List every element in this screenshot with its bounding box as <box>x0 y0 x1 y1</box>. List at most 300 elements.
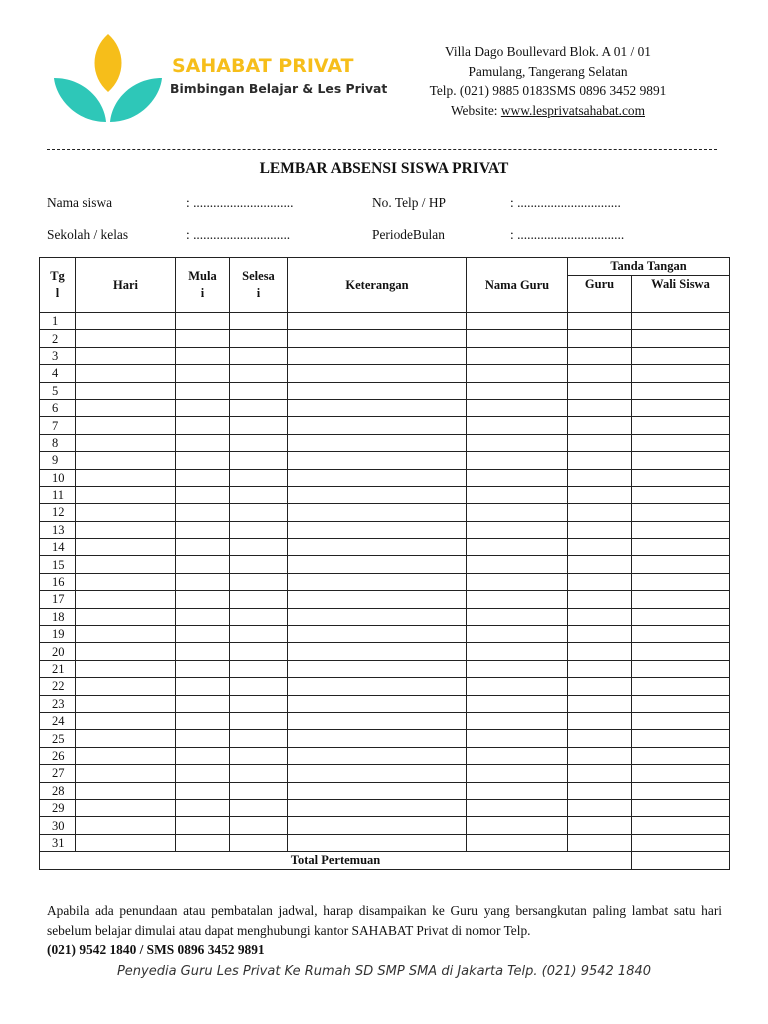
table-cell <box>467 452 568 469</box>
table-cell <box>76 747 176 764</box>
table-cell <box>568 452 632 469</box>
table-cell <box>76 556 176 573</box>
table-cell <box>176 313 230 330</box>
table-cell <box>288 469 467 486</box>
table-cell <box>76 452 176 469</box>
table-cell <box>288 556 467 573</box>
table-cell <box>288 399 467 416</box>
table-cell <box>176 382 230 399</box>
table-cell <box>76 469 176 486</box>
table-cell <box>467 382 568 399</box>
table-cell <box>176 712 230 729</box>
table-cell <box>632 399 730 416</box>
table-cell <box>176 730 230 747</box>
website-label: Website: <box>450 102 501 118</box>
table-row <box>40 817 730 834</box>
attendance-table <box>39 257 730 870</box>
sahabat-privat-logo <box>52 30 164 126</box>
table-cell <box>288 730 467 747</box>
table-cell <box>467 417 568 434</box>
table-row <box>40 486 730 503</box>
table-row <box>40 399 730 416</box>
table-cell <box>230 643 288 660</box>
table-cell <box>76 782 176 799</box>
table-cell <box>568 643 632 660</box>
logo-leaf-right <box>110 78 162 122</box>
table-cell <box>568 556 632 573</box>
table-cell <box>467 434 568 451</box>
table-cell <box>176 452 230 469</box>
table-cell <box>568 678 632 695</box>
office-address <box>400 42 696 120</box>
brand-tagline: Bimbingan Belajar & Les Privat <box>170 81 388 96</box>
table-cell <box>176 817 230 834</box>
table-cell <box>176 678 230 695</box>
table-cell <box>230 834 288 851</box>
row-number: 24 <box>40 712 76 729</box>
table-cell <box>467 782 568 799</box>
address-website <box>400 101 696 121</box>
note-contact: (021) 9542 1840 / SMS 0896 3452 9891 <box>47 942 265 957</box>
table-cell <box>176 591 230 608</box>
row-number: 3 <box>40 347 76 364</box>
table-cell <box>76 608 176 625</box>
table-cell <box>632 347 730 364</box>
table-cell <box>176 608 230 625</box>
sekolah-kelas-field: : ............................. <box>186 227 291 242</box>
table-cell <box>76 712 176 729</box>
table-cell <box>632 765 730 782</box>
table-cell <box>568 695 632 712</box>
table-row <box>40 434 730 451</box>
table-cell <box>632 573 730 590</box>
table-cell <box>568 608 632 625</box>
table-cell <box>230 782 288 799</box>
table-cell <box>568 573 632 590</box>
no-telp-field: : ............................... <box>510 195 621 210</box>
table-row <box>40 695 730 712</box>
row-number: 6 <box>40 399 76 416</box>
table-cell <box>568 591 632 608</box>
table-cell <box>632 591 730 608</box>
table-cell <box>467 573 568 590</box>
table-cell <box>467 504 568 521</box>
nama-siswa-field: : .............................. <box>186 195 294 210</box>
table-cell <box>288 678 467 695</box>
table-cell <box>632 799 730 816</box>
table-cell <box>288 608 467 625</box>
table-cell <box>176 626 230 643</box>
sekolah-kelas-label: Sekolah / kelas <box>47 227 129 242</box>
table-cell <box>632 626 730 643</box>
nama-siswa-label: Nama siswa <box>47 195 113 210</box>
table-cell <box>568 417 632 434</box>
table-cell <box>467 556 568 573</box>
table-cell <box>568 313 632 330</box>
table-cell <box>288 365 467 382</box>
table-cell <box>288 660 467 677</box>
table-cell <box>230 747 288 764</box>
row-number: 23 <box>40 695 76 712</box>
periode-bulan-label: PeriodeBulan <box>372 227 445 242</box>
table-cell <box>230 556 288 573</box>
header-hari: Hari <box>76 258 176 313</box>
table-cell <box>568 747 632 764</box>
table-cell <box>230 504 288 521</box>
table-cell <box>467 521 568 538</box>
table-cell <box>230 469 288 486</box>
table-cell <box>288 313 467 330</box>
table-cell <box>568 834 632 851</box>
table-row <box>40 469 730 486</box>
table-cell <box>288 521 467 538</box>
table-cell <box>288 712 467 729</box>
table-cell <box>288 539 467 556</box>
table-cell <box>76 330 176 347</box>
periode-bulan-field: : ................................ <box>510 227 625 242</box>
table-cell <box>76 539 176 556</box>
table-cell <box>230 660 288 677</box>
table-cell <box>632 730 730 747</box>
row-number: 21 <box>40 660 76 677</box>
table-cell <box>230 817 288 834</box>
table-cell <box>467 712 568 729</box>
brand-name: SAHABAT PRIVAT <box>172 55 354 77</box>
table-row <box>40 556 730 573</box>
row-number: 29 <box>40 799 76 816</box>
table-cell <box>288 486 467 503</box>
header-tgl: Tg l <box>40 258 76 313</box>
table-cell <box>288 643 467 660</box>
table-cell <box>467 626 568 643</box>
table-cell <box>176 504 230 521</box>
table-cell <box>632 521 730 538</box>
table-cell <box>632 434 730 451</box>
table-cell <box>230 608 288 625</box>
table-cell <box>288 695 467 712</box>
row-number: 19 <box>40 626 76 643</box>
table-row <box>40 313 730 330</box>
table-cell <box>176 399 230 416</box>
table-cell <box>568 626 632 643</box>
table-cell <box>230 382 288 399</box>
header-keterangan: Keterangan <box>288 258 467 313</box>
table-cell <box>568 660 632 677</box>
table-cell <box>76 313 176 330</box>
table-cell <box>288 799 467 816</box>
row-number: 22 <box>40 678 76 695</box>
table-cell <box>176 556 230 573</box>
row-number: 7 <box>40 417 76 434</box>
table-row <box>40 712 730 729</box>
table-cell <box>467 330 568 347</box>
table-cell <box>288 573 467 590</box>
row-number: 9 <box>40 452 76 469</box>
table-row <box>40 417 730 434</box>
table-cell <box>230 591 288 608</box>
table-cell <box>230 399 288 416</box>
table-cell <box>568 382 632 399</box>
table-cell <box>230 330 288 347</box>
total-pertemuan-cell <box>632 852 730 870</box>
table-cell <box>467 817 568 834</box>
table-cell <box>176 747 230 764</box>
table-cell <box>467 678 568 695</box>
table-cell <box>632 504 730 521</box>
table-cell <box>568 504 632 521</box>
table-cell <box>568 765 632 782</box>
table-cell <box>76 730 176 747</box>
footer-tagline: Penyedia Guru Les Privat Ke Rumah SD SMP SMA di Jakarta Telp. (021) 9542 1840 <box>116 964 652 979</box>
table-cell <box>76 365 176 382</box>
table-row <box>40 730 730 747</box>
table-cell <box>76 417 176 434</box>
row-number: 27 <box>40 765 76 782</box>
table-row <box>40 678 730 695</box>
table-cell <box>467 469 568 486</box>
table-row <box>40 799 730 816</box>
address-line-2: Pamulang, Tangerang Selatan <box>468 63 628 79</box>
row-number: 11 <box>40 486 76 503</box>
table-cell <box>76 643 176 660</box>
table-cell <box>288 434 467 451</box>
table-cell <box>76 834 176 851</box>
table-cell <box>632 643 730 660</box>
table-cell <box>288 591 467 608</box>
table-cell <box>176 660 230 677</box>
table-cell <box>632 486 730 503</box>
table-cell <box>632 556 730 573</box>
header-divider <box>47 149 717 150</box>
table-cell <box>230 678 288 695</box>
table-cell <box>176 834 230 851</box>
table-cell <box>288 626 467 643</box>
table-cell <box>467 747 568 764</box>
table-cell <box>632 817 730 834</box>
table-cell <box>176 469 230 486</box>
row-number: 18 <box>40 608 76 625</box>
row-number: 28 <box>40 782 76 799</box>
table-cell <box>632 539 730 556</box>
table-cell <box>632 747 730 764</box>
table-cell <box>230 712 288 729</box>
table-cell <box>230 313 288 330</box>
table-cell <box>230 434 288 451</box>
table-cell <box>288 765 467 782</box>
table-cell <box>230 573 288 590</box>
table-cell <box>176 799 230 816</box>
table-cell <box>76 486 176 503</box>
table-cell <box>568 330 632 347</box>
table-row <box>40 782 730 799</box>
table-cell <box>568 817 632 834</box>
table-cell <box>632 469 730 486</box>
table-row <box>40 539 730 556</box>
table-cell <box>288 817 467 834</box>
table-cell <box>288 417 467 434</box>
table-cell <box>76 434 176 451</box>
table-cell <box>230 521 288 538</box>
table-row <box>40 660 730 677</box>
table-cell <box>467 643 568 660</box>
table-cell <box>176 434 230 451</box>
header-nama-guru: Nama Guru <box>467 258 568 313</box>
table-cell <box>76 626 176 643</box>
table-row <box>40 591 730 608</box>
row-number: 5 <box>40 382 76 399</box>
table-row <box>40 382 730 399</box>
table-cell <box>230 347 288 364</box>
table-row <box>40 626 730 643</box>
table-cell <box>467 608 568 625</box>
row-number: 14 <box>40 539 76 556</box>
table-cell <box>632 695 730 712</box>
row-number: 10 <box>40 469 76 486</box>
table-cell <box>632 365 730 382</box>
address-line-1: Villa Dago Boullevard Blok. A 01 / 01 <box>445 44 651 59</box>
table-cell <box>632 382 730 399</box>
logo-leaf-left <box>54 78 106 122</box>
table-cell <box>467 539 568 556</box>
table-cell <box>467 365 568 382</box>
table-cell <box>76 695 176 712</box>
table-cell <box>568 782 632 799</box>
table-row <box>40 452 730 469</box>
row-number: 2 <box>40 330 76 347</box>
table-cell <box>76 573 176 590</box>
table-cell <box>230 365 288 382</box>
table-row <box>40 365 730 382</box>
row-number: 4 <box>40 365 76 382</box>
table-cell <box>288 382 467 399</box>
table-row <box>40 504 730 521</box>
no-telp-label: No. Telp / HP <box>372 195 446 210</box>
row-number: 26 <box>40 747 76 764</box>
table-cell <box>76 504 176 521</box>
instruction-note <box>47 901 722 960</box>
table-cell <box>568 521 632 538</box>
table-cell <box>230 417 288 434</box>
table-cell <box>76 799 176 816</box>
table-cell <box>230 486 288 503</box>
table-cell <box>288 347 467 364</box>
header-selesai: Selesa i <box>230 258 288 313</box>
table-cell <box>467 347 568 364</box>
row-number: 30 <box>40 817 76 834</box>
table-row <box>40 330 730 347</box>
table-cell <box>568 365 632 382</box>
table-cell <box>467 399 568 416</box>
table-cell <box>568 712 632 729</box>
table-row <box>40 643 730 660</box>
table-cell <box>568 539 632 556</box>
website-link[interactable]: www.lesprivatsahabat.com <box>500 102 646 118</box>
row-number: 16 <box>40 573 76 590</box>
table-cell <box>632 452 730 469</box>
table-cell <box>76 521 176 538</box>
row-number: 15 <box>40 556 76 573</box>
table-cell <box>568 730 632 747</box>
table-cell <box>467 695 568 712</box>
table-cell <box>176 365 230 382</box>
table-cell <box>467 765 568 782</box>
header-wali-siswa: Wali Siswa <box>632 276 730 313</box>
table-cell <box>230 626 288 643</box>
table-cell <box>176 417 230 434</box>
table-cell <box>288 782 467 799</box>
table-cell <box>230 730 288 747</box>
table-row <box>40 521 730 538</box>
table-cell <box>76 817 176 834</box>
header-tanda-tangan: Tanda Tangan <box>568 258 730 276</box>
table-cell <box>568 434 632 451</box>
table-cell <box>632 417 730 434</box>
table-cell <box>632 660 730 677</box>
table-cell <box>176 521 230 538</box>
header-mulai: Mula i <box>176 258 230 313</box>
table-cell <box>467 799 568 816</box>
table-cell <box>176 347 230 364</box>
table-cell <box>76 765 176 782</box>
table-cell <box>467 486 568 503</box>
table-row <box>40 747 730 764</box>
table-cell <box>632 313 730 330</box>
table-cell <box>176 486 230 503</box>
table-cell <box>288 747 467 764</box>
table-cell <box>632 834 730 851</box>
total-pertemuan-label: Total Pertemuan <box>40 852 632 870</box>
table-cell <box>176 573 230 590</box>
row-number: 17 <box>40 591 76 608</box>
row-number: 20 <box>40 643 76 660</box>
table-cell <box>230 452 288 469</box>
row-number: 25 <box>40 730 76 747</box>
table-cell <box>467 313 568 330</box>
table-cell <box>76 678 176 695</box>
table-cell <box>230 539 288 556</box>
table-cell <box>76 591 176 608</box>
logo-leaf-center <box>95 34 122 92</box>
table-cell <box>176 765 230 782</box>
table-cell <box>632 608 730 625</box>
row-number: 8 <box>40 434 76 451</box>
header-guru: Guru <box>568 276 632 313</box>
address-phone: Telp. (021) 9885 0183SMS 0896 3452 9891 <box>429 83 667 98</box>
table-row <box>40 347 730 364</box>
table-cell <box>568 799 632 816</box>
table-cell <box>288 834 467 851</box>
table-cell <box>288 504 467 521</box>
table-cell <box>568 399 632 416</box>
table-cell <box>467 591 568 608</box>
table-cell <box>76 660 176 677</box>
table-row <box>40 608 730 625</box>
table-cell <box>568 486 632 503</box>
table-cell <box>467 834 568 851</box>
table-cell <box>76 399 176 416</box>
page-title: LEMBAR ABSENSI SISWA PRIVAT <box>259 160 509 177</box>
table-row <box>40 834 730 851</box>
table-cell <box>230 695 288 712</box>
table-cell <box>230 799 288 816</box>
table-cell <box>288 452 467 469</box>
table-cell <box>632 330 730 347</box>
table-cell <box>568 347 632 364</box>
table-cell <box>176 330 230 347</box>
table-cell <box>230 765 288 782</box>
table-cell <box>76 347 176 364</box>
table-cell <box>288 330 467 347</box>
